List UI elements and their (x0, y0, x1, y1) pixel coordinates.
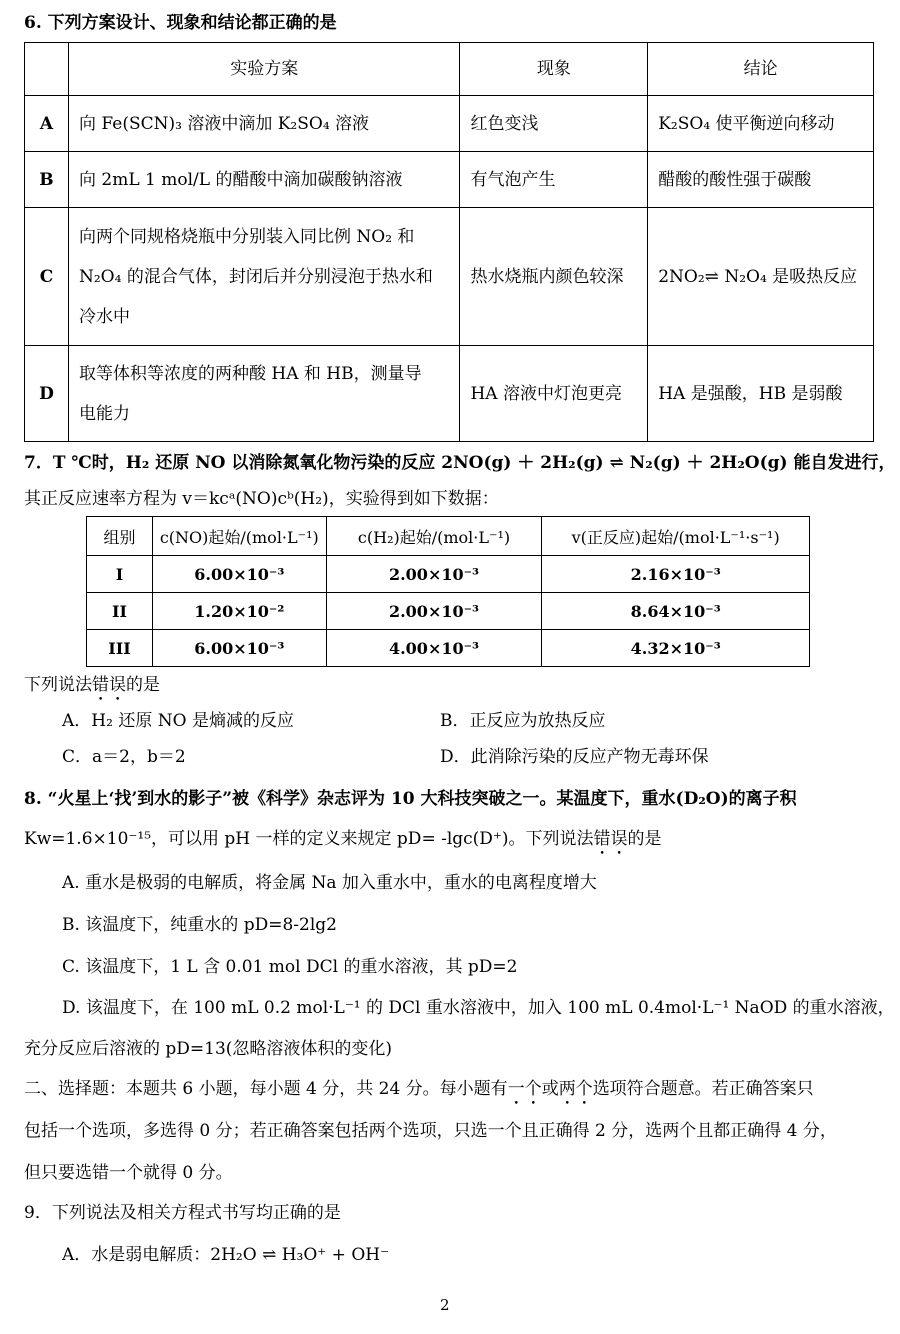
q6-row-label: B (25, 152, 69, 208)
q6-plan-line: 向两个同规格烧瓶中分别装入同比例 NO₂ 和 (78, 226, 415, 247)
section2-text: 或 (541, 1079, 559, 1099)
q7-option-c: C．a＝2，b＝2 (62, 747, 186, 767)
q7-row (87, 593, 810, 630)
section2-text: 二、选择题：本题共 6 小题，每小题 4 分，共 24 分。每小题有 (24, 1079, 508, 1099)
q8-line2-suffix: 的是 (627, 829, 662, 849)
q6-row-c (25, 208, 874, 346)
q7-cell: 4.32×10⁻³ (542, 630, 810, 667)
q7-cell: 1.20×10⁻² (152, 593, 326, 630)
q7-cell: II (87, 593, 153, 630)
q7-header-rate: v(正反应)起始/(mol·L⁻¹·s⁻¹) (542, 517, 810, 556)
q7-option-a: A．H₂ 还原 NO 是熵减的反应 (62, 711, 294, 731)
q6-row-phenomenon: 红色变浅 (460, 96, 648, 152)
q7-header-no: c(NO)起始/(mol·L⁻¹) (152, 517, 326, 556)
q8-option-c: C. 该温度下，1 L 含 0.01 mol DCl 的重水溶液，其 pD=2 (62, 957, 518, 977)
q7-row (87, 556, 810, 593)
q6-row-label: C (25, 208, 69, 346)
q7-ask (24, 670, 160, 705)
q8-option-b: B. 该温度下，纯重水的 pD=8-2lg2 (62, 915, 337, 935)
q7-cell: 8.64×10⁻³ (542, 593, 810, 630)
q6-row-conclusion: HA 是强酸，HB 是弱酸 (648, 346, 874, 442)
q6-row-phenomenon: 有气泡产生 (460, 152, 648, 208)
q6-row-conclusion: 2NO₂⇌ N₂O₄ 是吸热反应 (648, 208, 874, 346)
section2-text: 选项符合题意。若正确答案只 (592, 1079, 814, 1099)
q8-line2-prefix: Kw=1.6×10⁻¹⁵，可以用 pH 一样的定义来规定 pD= -lgc(D⁺)。下列说法 (24, 829, 594, 849)
q6-header-conclusion: 结论 (648, 43, 874, 96)
q6-header-blank (25, 43, 69, 96)
q7-cell: 2.00×10⁻³ (326, 593, 542, 630)
q6-row-conclusion: K₂SO₄ 使平衡逆向移动 (648, 96, 874, 152)
q7-table (86, 516, 810, 667)
q7-cell: 6.00×10⁻³ (152, 630, 326, 667)
section2-line1 (24, 1074, 814, 1109)
q6-row-b (25, 152, 874, 208)
q7-option-b: B．正反应为放热反应 (440, 711, 606, 731)
q7-ask-suffix: 的是 (126, 675, 160, 695)
q6-header-phenomenon: 现象 (460, 43, 648, 96)
q9-option-a: A．水是弱电解质：2H₂O ⇌ H₃O⁺ + OH⁻ (62, 1245, 390, 1265)
q6-row-label: A (25, 96, 69, 152)
q6-plan-line: 向 2mL 1 mol/L 的醋酸中滴加碳酸钠溶液 (78, 169, 403, 190)
q8-option-a: A. 重水是极弱的电解质，将金属 Na 加入重水中，重水的电离程度增大 (62, 873, 597, 893)
q8-option-d-line1: D. 该温度下，在 100 mL 0.2 mol·L⁻¹ 的 DCl 重水溶液中，加入 100 mL 0.4mol·L⁻¹ NaOD 的重水溶液， (62, 998, 895, 1018)
q9-title: 9．下列说法及相关方程式书写均正确的是 (24, 1203, 341, 1223)
page-number: 2 (440, 1296, 450, 1314)
q7-cell: 2.00×10⁻³ (326, 556, 542, 593)
q6-title: 6. 下列方案设计、现象和结论都正确的是 (24, 13, 337, 33)
section2-line3: 但只要选错一个就得 0 分。 (24, 1163, 233, 1183)
q6-row-conclusion: 醋酸的酸性强于碳酸 (648, 152, 874, 208)
q6-row-a (25, 96, 874, 152)
q8-line1: 8. “火星上‘找’到水的影子”被《科学》杂志评为 10 大科技突破之一。某温度下，重水(D₂O)的离子积 (24, 789, 797, 809)
section2-emphasis-two: 两个 (558, 1079, 593, 1099)
q6-plan-line: N₂O₄ 的混合气体，封闭后并分别浸泡于热水和 (78, 266, 433, 287)
q7-option-d: D．此消除污染的反应产物无毒环保 (440, 747, 709, 767)
q7-cell: 4.00×10⁻³ (326, 630, 542, 667)
q7-line1: 7．T ℃时，H₂ 还原 NO 以消除氮氧化物污染的反应 2NO(g) ＋ 2H₂(g) ⇌ N₂(g) ＋ 2H₂O(g) 能自发进行， (24, 453, 896, 473)
q7-ask-emphasis: 错误 (92, 675, 126, 695)
q7-row (87, 630, 810, 667)
q6-row-plan (68, 152, 460, 208)
q6-plan-line: 取等体积等浓度的两种酸 HA 和 HB，测量导 (78, 363, 422, 384)
q6-row-label: D (25, 346, 69, 442)
section2-emphasis-one: 一个 (507, 1079, 542, 1099)
q6-row-plan (68, 96, 460, 152)
q6-plan-line: 向 Fe(SCN)₃ 溶液中滴加 K₂SO₄ 溶液 (78, 113, 370, 134)
q6-plan-line: 电能力 (78, 403, 130, 424)
q6-header-row (25, 43, 874, 96)
q8-emphasis: 错误 (593, 829, 628, 849)
q7-cell: 2.16×10⁻³ (542, 556, 810, 593)
q7-ask-prefix: 下列说法 (24, 675, 92, 695)
q6-row-d (25, 346, 874, 442)
q6-row-plan (68, 346, 460, 442)
q7-header-h2: c(H₂)起始/(mol·L⁻¹) (326, 517, 542, 556)
q8-line2 (24, 824, 662, 859)
q7-cell: I (87, 556, 153, 593)
q8-option-d-line2: 充分反应后溶液的 pD=13(忽略溶液体积的变化) (24, 1039, 393, 1059)
q7-cell: III (87, 630, 153, 667)
q6-row-phenomenon: HA 溶液中灯泡更亮 (460, 346, 648, 442)
q7-cell: 6.00×10⁻³ (152, 556, 326, 593)
q6-header-plan: 实验方案 (68, 43, 460, 96)
q7-header-row (87, 517, 810, 556)
q6-table (24, 42, 874, 442)
q6-row-phenomenon: 热水烧瓶内颜色较深 (460, 208, 648, 346)
q7-line2: 其正反应速率方程为 v＝kcᵃ(NO)cᵇ(H₂)，实验得到如下数据： (24, 489, 499, 509)
q6-row-plan (68, 208, 460, 346)
q6-plan-line: 冷水中 (78, 306, 130, 327)
q7-header-group: 组别 (87, 517, 153, 556)
section2-line2: 包括一个选项，多选得 0 分；若正确答案包括两个选项，只选一个且正确得 2 分，选两个且都正确得 4 分， (24, 1121, 837, 1141)
